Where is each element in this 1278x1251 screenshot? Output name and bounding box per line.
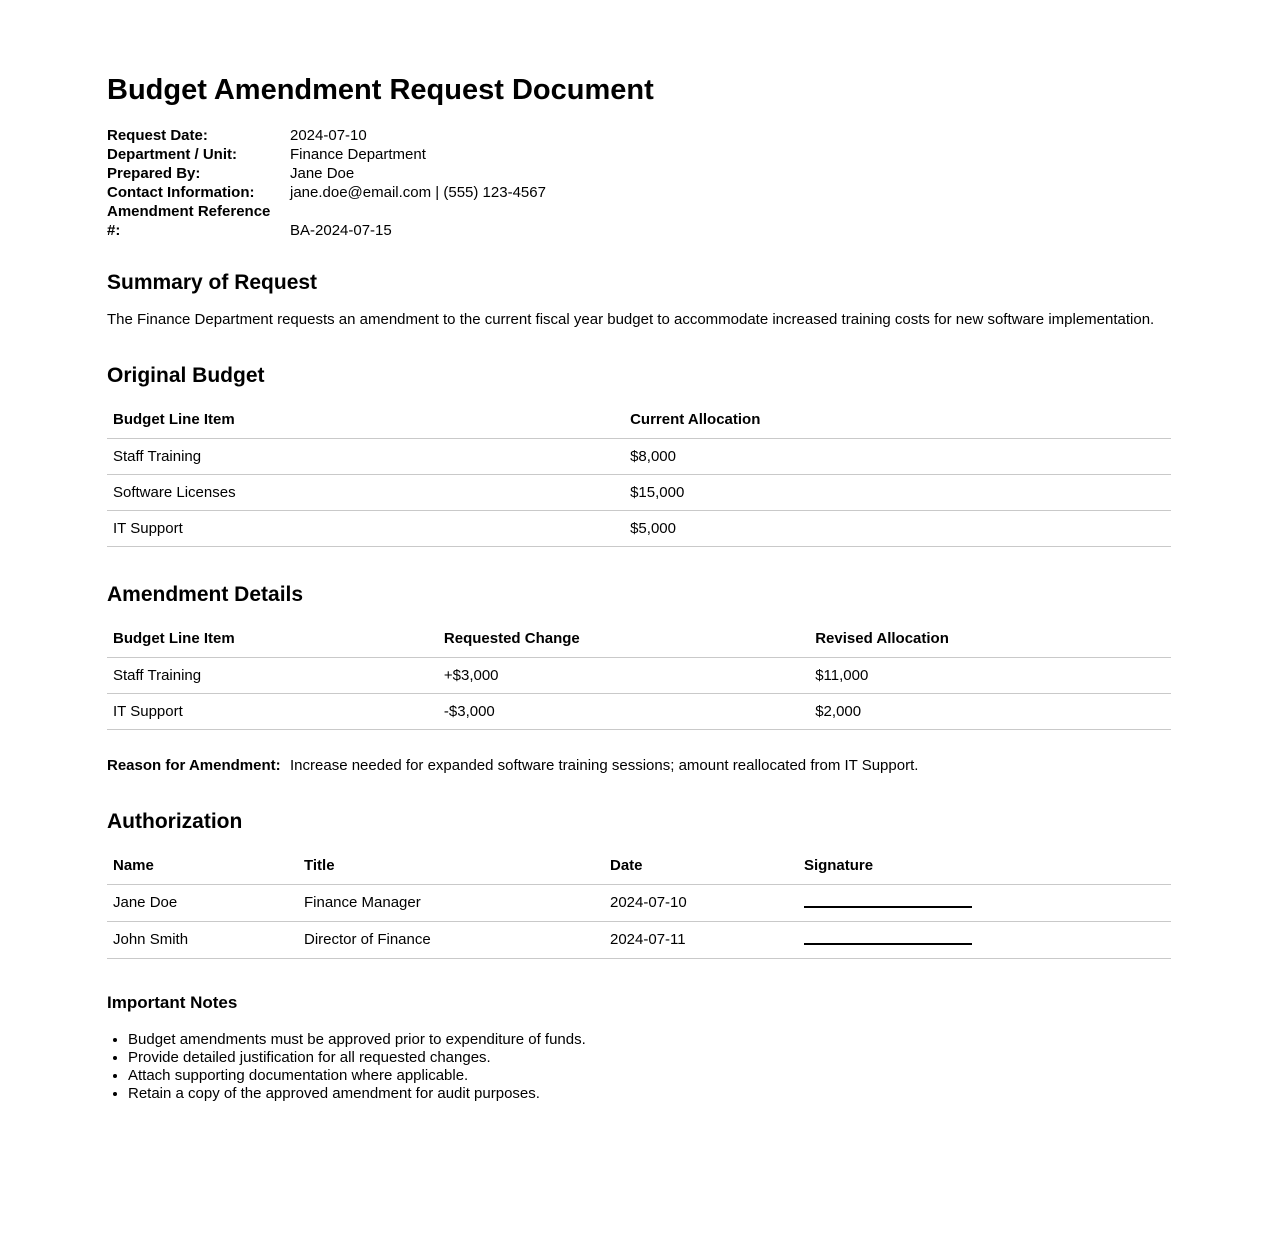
table-row: [107, 438, 1171, 474]
cell-revised-allocation: $2,000: [809, 693, 1171, 729]
cell-signature: [798, 921, 1171, 958]
meta-row: [107, 756, 1171, 775]
column-header: Requested Change: [438, 620, 809, 658]
note-item: • Attach supporting documentation where applicable.: [128, 1067, 1171, 1085]
original-budget-heading: Original Budget: [107, 363, 265, 387]
column-header: Budget Line Item: [107, 401, 624, 439]
table-row: [107, 474, 1171, 510]
table-row: [107, 510, 1171, 546]
cell-title: Director of Finance: [298, 921, 604, 958]
cell-allocation: $15,000: [624, 474, 1171, 510]
table-header-row: [107, 847, 1171, 885]
summary-heading: Summary of Request: [107, 271, 318, 294]
cell-requested-change: -$3,000: [438, 693, 809, 729]
field-value: BA-2024-07-15: [290, 222, 392, 239]
table-row: [107, 657, 1171, 693]
column-header: Signature: [798, 847, 1171, 885]
cell-line-item: IT Support: [107, 510, 624, 546]
field-label: Department / Unit:: [107, 146, 238, 163]
reason-for-amendment: [107, 756, 1171, 775]
field-label: Contact Information:: [107, 184, 255, 201]
field-value: Jane Doe: [290, 165, 355, 182]
column-header: Budget Line Item: [107, 620, 438, 658]
document-page: [107, 0, 1171, 1103]
table-row: [107, 693, 1171, 729]
field-value: Increase needed for expanded software training sessions; amount reallocated from IT Support.: [290, 756, 919, 774]
cell-line-item: Staff Training: [107, 438, 624, 474]
meta-row: [107, 183, 1171, 202]
page-title: Budget Amendment Request Document: [107, 74, 654, 106]
field-value: Finance Department: [290, 146, 426, 163]
meta-row: [107, 202, 1171, 240]
column-header: Revised Allocation: [809, 620, 1171, 658]
cell-revised-allocation: $11,000: [809, 657, 1171, 693]
column-header: Title: [298, 847, 604, 885]
cell-title: Finance Manager: [298, 884, 604, 921]
signature-line: [804, 930, 972, 945]
table-header-row: [107, 401, 1171, 439]
column-header: Date: [604, 847, 798, 885]
note-item: • Budget amendments must be approved prior to expenditure of funds.: [128, 1031, 1171, 1049]
field-label: Request Date:: [107, 127, 208, 144]
summary-body: The Finance Department requests an amendment to the current fiscal year budget to accommodate increased training costs for new software implementation.: [107, 311, 1155, 328]
note-item: • Retain a copy of the approved amendment for audit purposes.: [128, 1085, 1171, 1103]
meta-row: [107, 126, 1171, 145]
cell-allocation: $5,000: [624, 510, 1171, 546]
original-budget-table: [107, 401, 1171, 547]
authorization-heading: Authorization: [107, 809, 243, 833]
amendment-details-heading: Amendment Details: [107, 582, 304, 606]
field-value: 2024-07-10: [290, 127, 367, 144]
cell-signature: [798, 884, 1171, 921]
field-label: Reason for Amendment:: [107, 756, 281, 774]
meta-row: [107, 145, 1171, 164]
authorization-table: [107, 847, 1171, 959]
cell-date: 2024-07-11: [604, 921, 798, 958]
cell-line-item: IT Support: [107, 693, 438, 729]
table-header-row: [107, 620, 1171, 658]
important-notes-list: [107, 1031, 1171, 1103]
signature-line: [804, 893, 972, 908]
meta-row: [107, 164, 1171, 183]
meta-fields: [107, 126, 1171, 240]
cell-date: 2024-07-10: [604, 884, 798, 921]
field-label: Prepared By:: [107, 165, 201, 182]
amendment-details-table: [107, 620, 1171, 730]
cell-name: Jane Doe: [107, 884, 298, 921]
table-row: [107, 884, 1171, 921]
cell-line-item: Software Licenses: [107, 474, 624, 510]
cell-name: John Smith: [107, 921, 298, 958]
cell-allocation: $8,000: [624, 438, 1171, 474]
field-label: Amendment Reference #:: [107, 203, 271, 239]
important-notes-heading: Important Notes: [107, 992, 238, 1012]
column-header: Current Allocation: [624, 401, 1171, 439]
field-value: jane.doe@email.com | (555) 123-4567: [290, 184, 546, 201]
column-header: Name: [107, 847, 298, 885]
cell-requested-change: +$3,000: [438, 657, 809, 693]
cell-line-item: Staff Training: [107, 657, 438, 693]
note-item: • Provide detailed justification for all requested changes.: [128, 1049, 1171, 1067]
table-row: [107, 921, 1171, 958]
